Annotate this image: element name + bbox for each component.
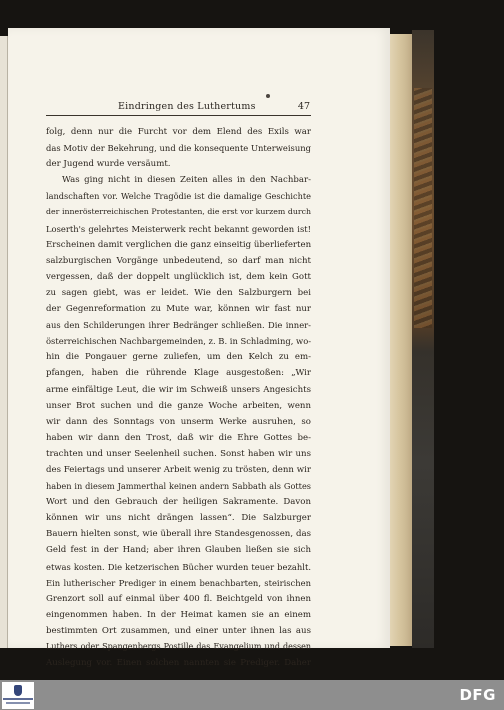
page-number: 47 bbox=[297, 101, 310, 112]
text-line: der Gegenreformation zu Mute war, können wir fast nur bbox=[46, 304, 311, 315]
text-line: der Jugend wurde versäumt. bbox=[46, 159, 171, 170]
text-line: pfangen, haben die rührende Klage ausgestoßen: „Wir bbox=[46, 368, 311, 379]
text-line: zu sagen giebt, was er leidet. Wie den Salzburgern bei bbox=[46, 287, 311, 298]
body-text bbox=[46, 124, 311, 671]
text-line: arme einfältige Leut, die wir im Schweiß unsers Angesichts bbox=[46, 384, 311, 395]
text-line: trachten und unser Seelenheil suchen. Sonst haben wir uns bbox=[46, 448, 311, 459]
text-line: Wort und den Gebrauch der heiligen Sakramente. Davon bbox=[46, 497, 311, 508]
library-logo-text-line bbox=[3, 698, 33, 700]
text-line: des Feiertags und unserer Arbeit wenig zu trösten, denn wir bbox=[46, 464, 311, 475]
ink-spot bbox=[266, 94, 270, 98]
marbled-cover-pattern bbox=[414, 88, 432, 328]
text-line: haben wir dann den Trost, daß wir die Ehre Gottes be- bbox=[46, 432, 311, 443]
text-line: haben in diesem Jammerthal keinen andern Sabbath als Gottes bbox=[46, 481, 311, 492]
text-line: Auslegung vor. Einen solchen nannten sie Prediger. Daher bbox=[46, 658, 311, 669]
page-block-edges bbox=[390, 34, 413, 646]
library-emblem-icon bbox=[14, 685, 22, 696]
text-line: etwas kosten. Die ketzerischen Bücher wurden teuer bezahlt. bbox=[46, 561, 311, 572]
library-logo-text-line bbox=[6, 702, 30, 704]
text-line: landschaften vor. Welche Tragödie ist die damalige Geschichte bbox=[46, 191, 311, 202]
text-line: folg, denn nur die Furcht vor dem Elend des Exils war bbox=[46, 127, 311, 137]
footer-bar bbox=[0, 680, 504, 710]
text-line: Luthers oder Spangenbergs Postille das Evangelium und dessen bbox=[46, 642, 311, 651]
facing-page-edge bbox=[0, 36, 8, 648]
text-line: bestimmten Ort zusammen, und einer unter ihnen las aus bbox=[46, 625, 311, 636]
text-line: wir dann des Sonntags von unserm Werke ausruhen, so bbox=[46, 416, 311, 427]
text-line: der innerösterreichischen Protestanten, die erst vor kurzem durch bbox=[46, 207, 311, 217]
text-line: Loserth's gelehrtes Meisterwerk recht bekannt geworden ist! bbox=[46, 223, 311, 234]
running-title: Eindringen des Luthertums bbox=[118, 101, 256, 112]
text-line: Grenzort soll auf einmal über 400 fl. Beichtgeld von ihnen bbox=[46, 593, 311, 604]
text-line: können wir uns nicht drängen lassen“. Die Salzburger bbox=[46, 513, 311, 524]
text-line: das Motiv der Bekehrung, und die konsequente Unterweisung bbox=[46, 143, 311, 154]
text-line: Was ging nicht in diesen Zeiten alles in den Nachbar- bbox=[62, 175, 311, 186]
text-line: hin die Pongauer gerne zuliefen, um den Kelch zu em- bbox=[46, 352, 311, 363]
library-logo bbox=[2, 682, 34, 709]
text-line: salzburgischen Vorgänge unbedeutend, so darf man nicht bbox=[46, 255, 311, 266]
text-line: Erscheinen damit verglichen die ganz einseitig überlieferten bbox=[46, 239, 311, 250]
text-line: vergessen, daß der doppelt unglücklich ist, dem kein Gott bbox=[46, 271, 311, 282]
text-line: Geld fest in der Hand; aber ihren Glauben ließen sie sich bbox=[46, 545, 311, 556]
running-head bbox=[46, 101, 310, 115]
text-line: unser Brot suchen und die ganze Woche arbeiten, wenn bbox=[46, 400, 311, 411]
text-line: eingenommen haben. In der Heimat kamen sie an einem bbox=[46, 609, 311, 620]
text-line: Ein lutherischer Prediger in einem benachbarten, steirischen bbox=[46, 577, 311, 588]
dfg-logo: DFG bbox=[459, 686, 496, 704]
text-line: Bauern hielten sonst, wie überall ihre Standesgenossen, das bbox=[46, 529, 311, 540]
text-line: aus den Schilderungen ihrer Bedränger schließen. Die inner- bbox=[46, 320, 311, 331]
header-rule bbox=[46, 115, 311, 116]
text-line: österreichischen Nachbargemeinden, z. B. in Schladming, wo- bbox=[46, 336, 311, 347]
